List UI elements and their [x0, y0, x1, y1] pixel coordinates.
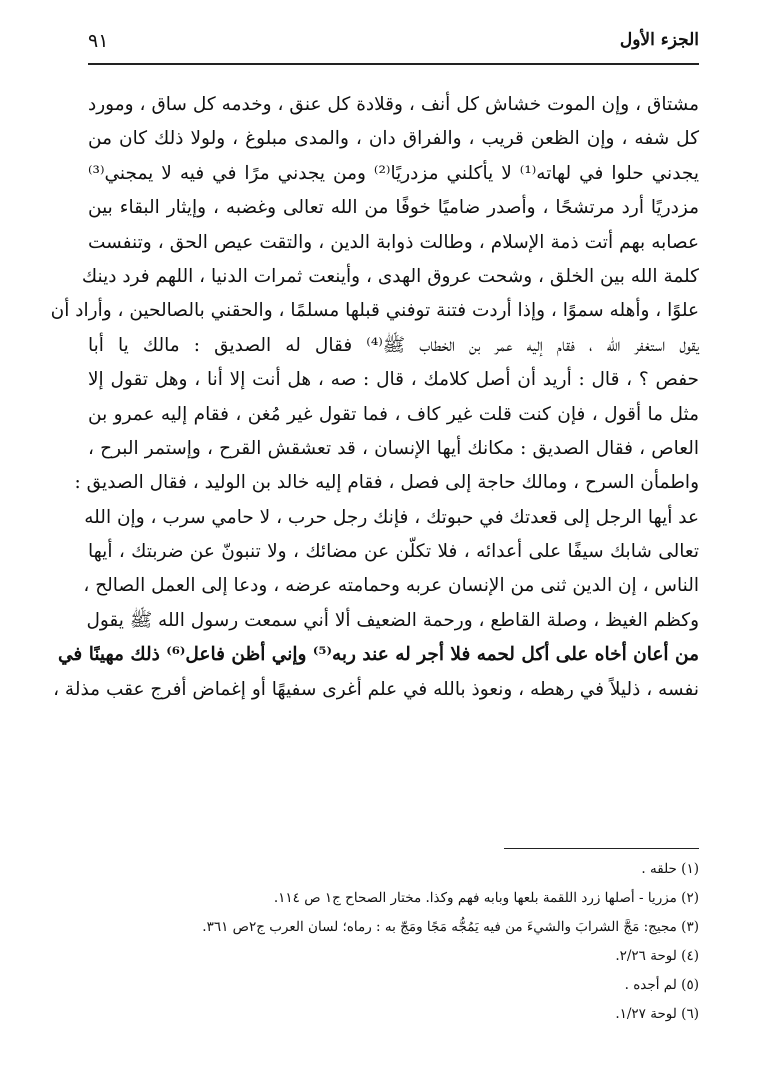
text-line: نفسه ، ذليلاً في رهطه ، ونعوذ بالله في علم أغرى سفيهًا أو إغماض أفرج عقب مذلة ،: [53, 678, 699, 700]
text-line: كلمة الله بين الخلق ، وشحت عروق الهدى ، وأينعت ثمرات الدنيا ، اللهم فرد دينك: [81, 265, 699, 287]
footnote: (٢) مزريا - أصلها زرد اللقمة بلعها وبابه فهم وكذا. مختار الصحاح ج١ ص ١١٤.: [273, 890, 699, 906]
footnote: (١) حلقه .: [641, 861, 699, 877]
page-number: ٩١: [88, 30, 109, 52]
footnote: (٦) لوحة ١/٢٧.: [615, 1006, 699, 1022]
text-line: عصابه بهم أتت ذمة الإسلام ، وطالت ذوابة الدين ، والتقت عيص الحق ، وتنفست: [88, 231, 699, 253]
footnote: (٣) مجيج: مَجَّ الشرابَ والشيءَ من فيه يَمُجُّه مَجًا ومَجّ به : رماه؛ لسان العرب ج٢ص ٣٦١.: [202, 919, 699, 935]
text-line: مثل ما أقول ، فإن كنت قلت غير كاف ، فما تقول غير مُغن ، فقام إليه عمرو بن: [88, 403, 699, 425]
footnote: (٤) لوحة ٢/٢٦.: [615, 948, 699, 964]
text-line: واطمأن السرح ، ومالك حاجة إلى فصل ، فقام إليه خالد بن الوليد ، فقال الصديق :: [74, 472, 699, 494]
text-line: مشتاق ، وإن الموت خشاش كل أنف ، وقلادة كل عنق ، وخدمه كل ساق ، ومورد: [88, 94, 699, 115]
text-line: العاص ، فقال الصديق : مكانك أيها الإنسان ، قد تعشقش القرح ، وإستمر البرح ،: [88, 437, 699, 459]
text-line: يقول استغفر الله ، فقام إليه عمر بن الخطاب ﷺ⁽⁴⁾ فقال له الصديق : مالك يا أبا: [88, 334, 700, 356]
hadith-line: من أعان أخاه على أكل لحمه فلا أجر له عند ربه⁽⁵⁾ وإني أظن فاعل⁽⁶⁾ ذلك مهينًا في: [57, 644, 699, 666]
text-line: وكظم الغيظ ، وصلة القاطع ، ورحمة الضعيف ألا أني سمعت رسول الله ﷺ يقول: [86, 609, 699, 631]
text-line: مزدريًا أرد مرتشحًا ، وأصدر ضاميًا خوفًا من الله تعالى وغضبه ، وإيثار البقاء بين: [88, 197, 699, 219]
text-line: حفص ؟ ، قال : أريد أن أصل كلامك ، قال : صه ، هل أنت إلا أنا ، وهل تقول إلا: [88, 369, 699, 391]
text-line: تعالى شابك سيفًا على أعدائه ، فلا تكلّن عن مضائك ، ولا تنبونّ عن ضربتك ، أيها: [88, 541, 699, 563]
text-line: كل شفه ، وإن الظعن قريب ، والفراق دان ، والمدى مبلوغ ، ولولا ذلك كان من: [88, 128, 699, 150]
footnote: (٥) لم أجده .: [624, 977, 699, 993]
text-line: علوًا ، وأهله سموًا ، وإذا أردت فتنة توفني قبلها مسلمًا ، والحقني بالصالحين ، وأراد أن: [50, 300, 699, 322]
footnote-divider: [504, 848, 699, 849]
header-divider: [88, 63, 699, 65]
footnotes: [88, 855, 699, 1029]
main-text: [50, 88, 700, 707]
part-title: الجزء الأول: [619, 30, 699, 50]
text-line: يجدني حلوا في لهاته⁽¹⁾ لا يأكلني مزدريًا⁽²⁾ ومن يجدني مرًا في فيه لا يمجني⁽³⁾: [88, 162, 699, 184]
page-header: [88, 30, 699, 62]
text-line: الناس ، إن الدين ثنى من الإنسان عربه وحمامته عرضه ، ودعا إلى العمل الصالح ،: [83, 575, 699, 597]
text-line: عد أيها الرجل إلى قعدتك في حبوتك ، فإنك رجل حرب ، لا حامي سرب ، وإن الله: [84, 506, 699, 528]
